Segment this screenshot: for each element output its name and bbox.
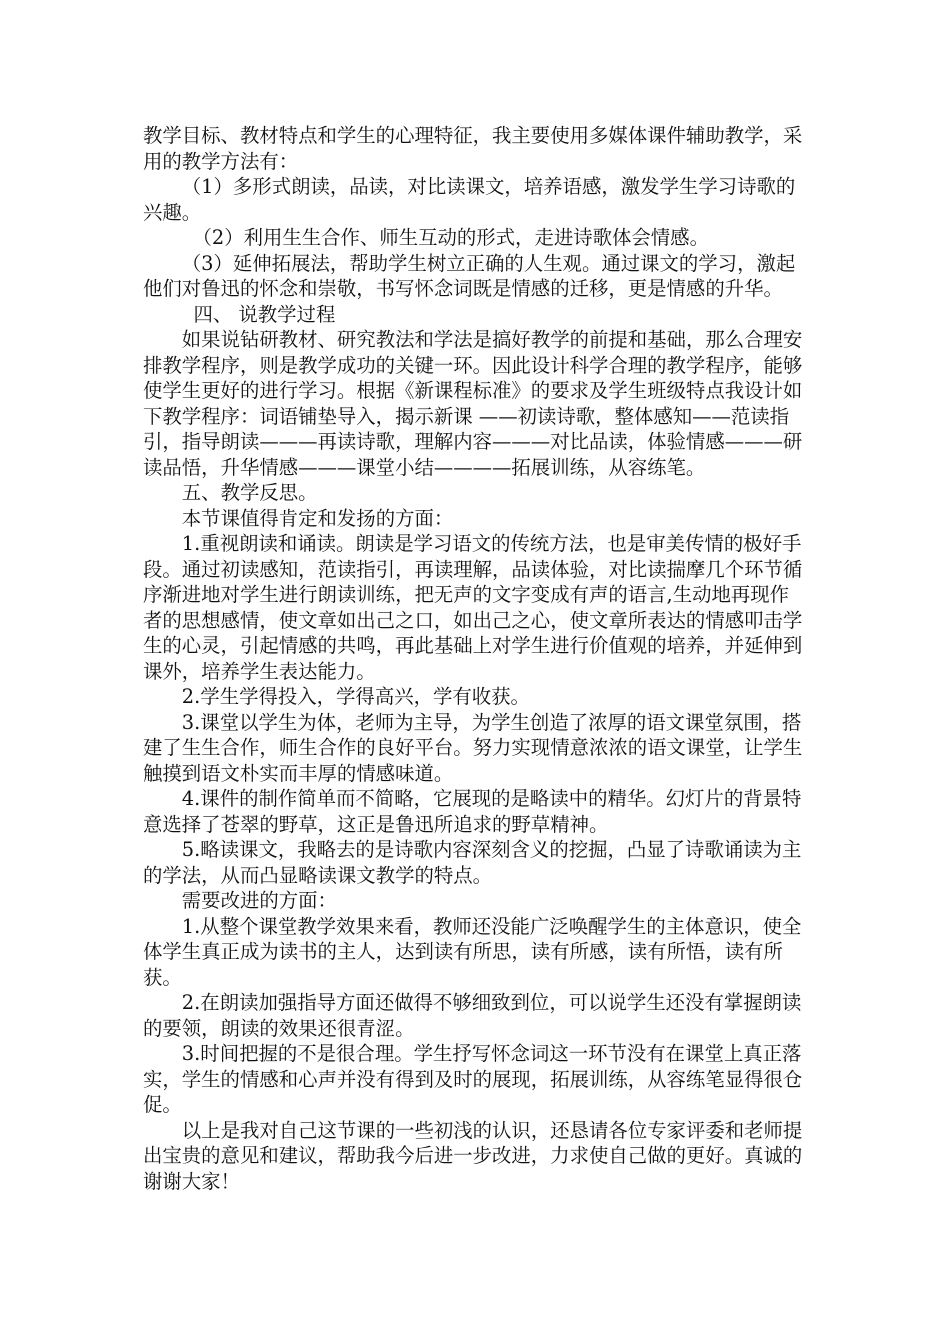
paragraph-improvements-intro: 需要改进的方面： [181, 889, 337, 912]
paragraph-positives-intro: 本节课值得肯定和发扬的方面： [181, 506, 454, 530]
paragraph-method-2: （2）利用生生合作、师生互动的形式，走进诗歌体会情感。 [192, 226, 709, 249]
paragraph-closing: 以上是我对自己这节课的一些初浅的认识，还恳请各位专家评委和老师提出宝贵的意见和建议，帮助我今后进一步改进，力求使自己做的更好。真诚的谢谢大家！ [143, 1118, 803, 1193]
paragraph-positive-3: 3.课堂以学生为体，老师为主导，为学生创造了浓厚的语文课堂氛围，搭建了生生合作，师生合作的良好平台。努力实现情意浓浓的语文课堂，让学生触摸到语文朴实而丰厚的情感味道。 [143, 710, 803, 785]
section-heading-4: 四、 说教学过程 [193, 302, 336, 326]
paragraph-teaching-process: 如果说钻研教材、研究教法和学法是搞好教学的前提和基础，那么合理安排教学程序，则是教学成功的关键一环。因此设计科学合理的教学程序，能够使学生更好的进行学习。根据《新课程标准》的要求及学生班级特点我设计如下教学程序：词语铺垫导入，揭示新课 ——初读诗歌，整体感知——范读指引，指导朗读———再读诗歌，理解内容———对比品读，体验情感———研读品悟，升华情感———课堂小结————拓展训练，从容练笔。 [143, 328, 803, 479]
paragraph-positive-2: 2.学生学得投入，学得高兴，学有收获。 [181, 685, 530, 708]
paragraph-improvement-2: 2.在朗读加强指导方面还做得不够细致到位，可以说学生还没有掌握朗读的要领，朗读的效果还很青涩。 [143, 991, 802, 1040]
paragraph-improvement-1: 1.从整个课堂教学效果来看，教师还没能广泛唤醒学生的主体意识，使全体学生真正成为读书的主人，达到读有所思，读有所感，读有所悟，读有所获。 [143, 914, 802, 989]
paragraph-methods-intro: 教学目标、教材特点和学生的心理特征，我主要使用多媒体课件辅助教学，采用的教学方法有： [143, 124, 803, 173]
section-heading-5: 五、教学反思。 [181, 481, 318, 504]
paragraph-positive-4: 4.课件的制作简单而不简略，它展现的是略读中的精华。幻灯片的背景特意选择了苍翠的野草，这正是鲁迅所追求的野草精神。 [143, 787, 802, 836]
document-body [143, 123, 808, 1194]
paragraph-method-1: （1）多形式朗读，品读，对比读课文，培养语感，激发学生学习诗歌的兴趣。 [143, 175, 796, 224]
paragraph-improvement-3: 3.时间把握的不是很合理。学生抒写怀念词这一环节没有在课堂上真正落实，学生的情感和心声并没有得到及时的展现，拓展训练，从容练笔显得很仓促。 [143, 1042, 803, 1116]
paragraph-positive-1: 1.重视朗读和诵读。朗读是学习语文的传统方法，也是审美传情的极好手段。通过初读感知，范读指引，再读理解，品读体验，对比读揣摩几个环节循序渐进地对学生进行朗读训练，把无声的文字变成有声的语言,生动地再现作者的思想感情，使文章如出己之口，如出己之心，使文章所表达的情感叩击学生的心灵，引起情感的共鸣，再此基础上对学生进行价值观的培养，并延伸到课外，培养学生表达能力。 [143, 532, 803, 683]
paragraph-method-3: （3）延伸拓展法，帮助学生树立正确的人生观。通过课文的学习，激起他们对鲁迅的怀念和崇敬，书写怀念词既是情感的迁移，更是情感的升华。 [143, 251, 796, 300]
paragraph-positive-5: 5.略读课文，我略去的是诗歌内容深刻含义的挖掘，凸显了诗歌诵读为主的学法，从而凸显略读课文教学的特点。 [143, 838, 802, 887]
